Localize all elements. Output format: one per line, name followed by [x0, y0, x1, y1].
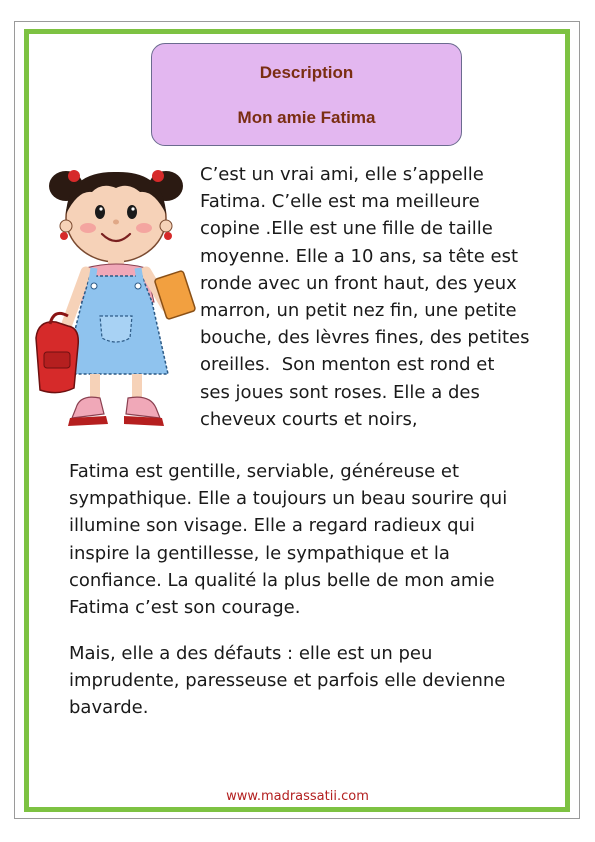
- paragraph-line: sympathique. Elle a toujours un beau sourire qui: [69, 488, 508, 510]
- paragraph-line: ses joues sont roses. Elle a des: [200, 381, 480, 403]
- paragraph-3: [69, 640, 539, 722]
- paragraph-line: Fatima c’est son courage.: [69, 597, 301, 619]
- paragraph-line: copine .Elle est une fille de taille: [200, 218, 493, 240]
- paragraph-line: cheveux courts et noirs,: [200, 408, 418, 430]
- paragraph-line: Fatima est gentille, serviable, généreuse et: [69, 461, 460, 482]
- paragraph-line: imprudente, paresseuse et parfois elle devienne: [69, 670, 506, 692]
- paragraph-line: oreilles. Son menton est rond et: [200, 354, 495, 376]
- title-box: [151, 43, 462, 146]
- paragraph-line: Mais, elle a des défauts : elle est un peu: [69, 643, 433, 664]
- paragraph-line: ronde avec un front haut, des yeux: [200, 272, 517, 294]
- girl-with-schoolbag-icon: [28, 156, 208, 431]
- page-subtitle: Mon amie Fatima: [237, 108, 376, 127]
- paragraph-line: marron, un petit nez fin, une petite: [200, 300, 517, 322]
- paragraph-line: Fatima. C’elle est ma meilleure: [200, 191, 480, 213]
- footer-website-link[interactable]: www.madrassatii.com: [226, 789, 369, 804]
- paragraph-line: illumine son visage. Elle a regard radieux qui: [69, 515, 475, 537]
- paragraph-line: inspire la gentillesse, le sympathique et la: [69, 542, 450, 564]
- paragraph-line: bavarde.: [69, 697, 149, 719]
- paragraph-1: [200, 161, 530, 433]
- paragraph-line: confiance. La qualité la plus belle de mon amie: [69, 569, 495, 591]
- paragraph-line: C’est un vrai ami, elle s’appelle: [200, 164, 484, 185]
- page-title: Description: [259, 63, 354, 82]
- paragraph-2: [69, 458, 539, 621]
- paragraph-line: bouche, des lèvres fines, des petites: [200, 327, 530, 349]
- paragraph-line: moyenne. Elle a 10 ans, sa tête est: [200, 245, 519, 267]
